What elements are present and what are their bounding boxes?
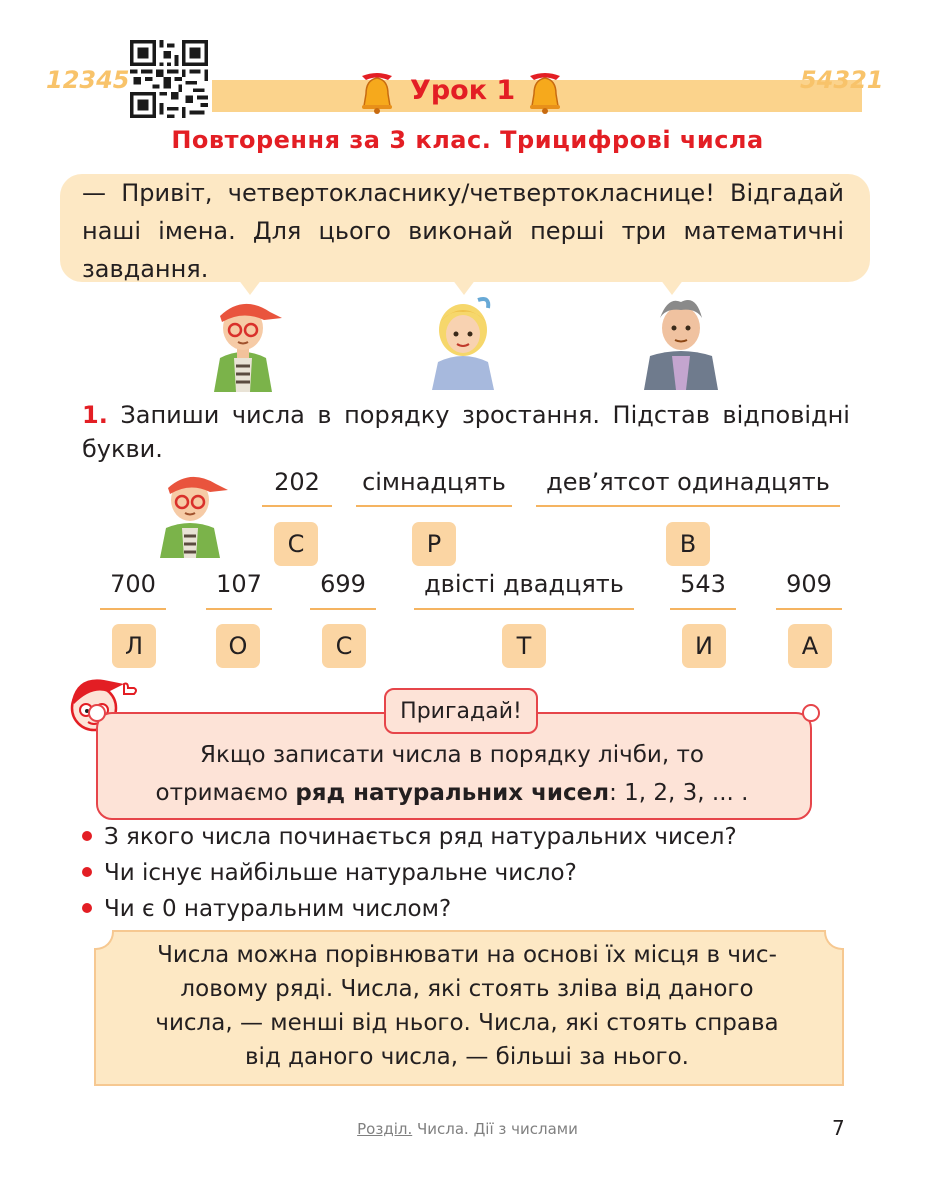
letter-card: О xyxy=(216,624,260,668)
number-label: 107 xyxy=(216,570,262,598)
remember-line-2: отримаємо ряд натуральних чисел: 1, 2, 3, ... . xyxy=(155,780,749,806)
letter-card: И xyxy=(682,624,726,668)
speech-text: — Привіт, четвертокласнику/четвертокласнице! Відгадай наші імена. Для цього виконай перші три математичні завдання. xyxy=(82,179,844,283)
footer-section-title: Числа. Дії з числами xyxy=(412,1120,578,1138)
number-label: дев’ятсот одинадцять xyxy=(546,468,830,496)
number-label: 700 xyxy=(110,570,156,598)
task-1-text xyxy=(82,398,850,466)
task-instruction: Запиши числа в порядку зростання. Підстав відповідні букви. xyxy=(82,401,850,463)
lesson-title: Урок 1 xyxy=(410,75,516,106)
remember-text xyxy=(112,736,792,812)
number-label: двісті двадцять xyxy=(424,570,624,598)
number-label: 699 xyxy=(320,570,366,598)
task-number: 1. xyxy=(82,401,108,429)
underline xyxy=(310,608,376,610)
girl-character-illustration xyxy=(426,292,500,390)
letter-card: В xyxy=(666,522,710,566)
footer-section-label: Розділ. xyxy=(357,1120,413,1138)
letter-card: С xyxy=(274,522,318,566)
number-label: 202 xyxy=(274,468,320,496)
natural-numbers-term: ряд натуральних чисел xyxy=(295,780,610,806)
remember-tag: Пригадай! xyxy=(384,688,538,734)
underline xyxy=(356,505,512,507)
underline xyxy=(100,608,166,610)
underline xyxy=(414,608,634,610)
underline xyxy=(670,608,736,610)
question-item: Чи існує найбільше натуральне число? xyxy=(82,860,577,886)
underline xyxy=(262,505,332,507)
number-label: 909 xyxy=(786,570,832,598)
bell-icon xyxy=(352,70,402,116)
rule-text: Числа можна порівнювати на основі їх місця в чис- ловому ряді. Числа, які стоять зліва від даного числа, — менші від нього. Числа, які стоять справа від даного числа, — більші за нього. xyxy=(155,942,779,1070)
boy-character-illustration xyxy=(150,466,230,558)
number-label: сімнадцять xyxy=(362,468,506,496)
left-corner-digits: 12345 xyxy=(46,66,130,94)
letter-card: Л xyxy=(112,624,156,668)
boy-character-illustration xyxy=(200,292,286,392)
qr-code-icon[interactable] xyxy=(130,40,208,118)
page-subtitle: Повторення за 3 клас. Трицифрові числа xyxy=(171,126,764,154)
underline xyxy=(536,505,840,507)
page-number: 7 xyxy=(832,1116,845,1140)
right-corner-digits: 54321 xyxy=(800,66,884,94)
number-label: 543 xyxy=(680,570,726,598)
bullet-icon xyxy=(82,867,92,877)
question-item: Чи є 0 натуральним числом? xyxy=(82,896,451,922)
bell-icon xyxy=(520,70,570,116)
grandpa-character-illustration xyxy=(640,292,722,390)
bullet-icon xyxy=(82,831,92,841)
letter-card: Р xyxy=(412,522,456,566)
letter-card: А xyxy=(788,624,832,668)
letter-card: С xyxy=(322,624,366,668)
question-item: З якого числа починається ряд натуральних чисел? xyxy=(82,824,737,850)
underline xyxy=(206,608,272,610)
footer-section xyxy=(0,1120,935,1138)
letter-card: Т xyxy=(502,624,546,668)
underline xyxy=(776,608,842,610)
remember-line-1: Якщо записати числа в порядку лічби, то xyxy=(200,742,704,768)
bullet-icon xyxy=(82,903,92,913)
